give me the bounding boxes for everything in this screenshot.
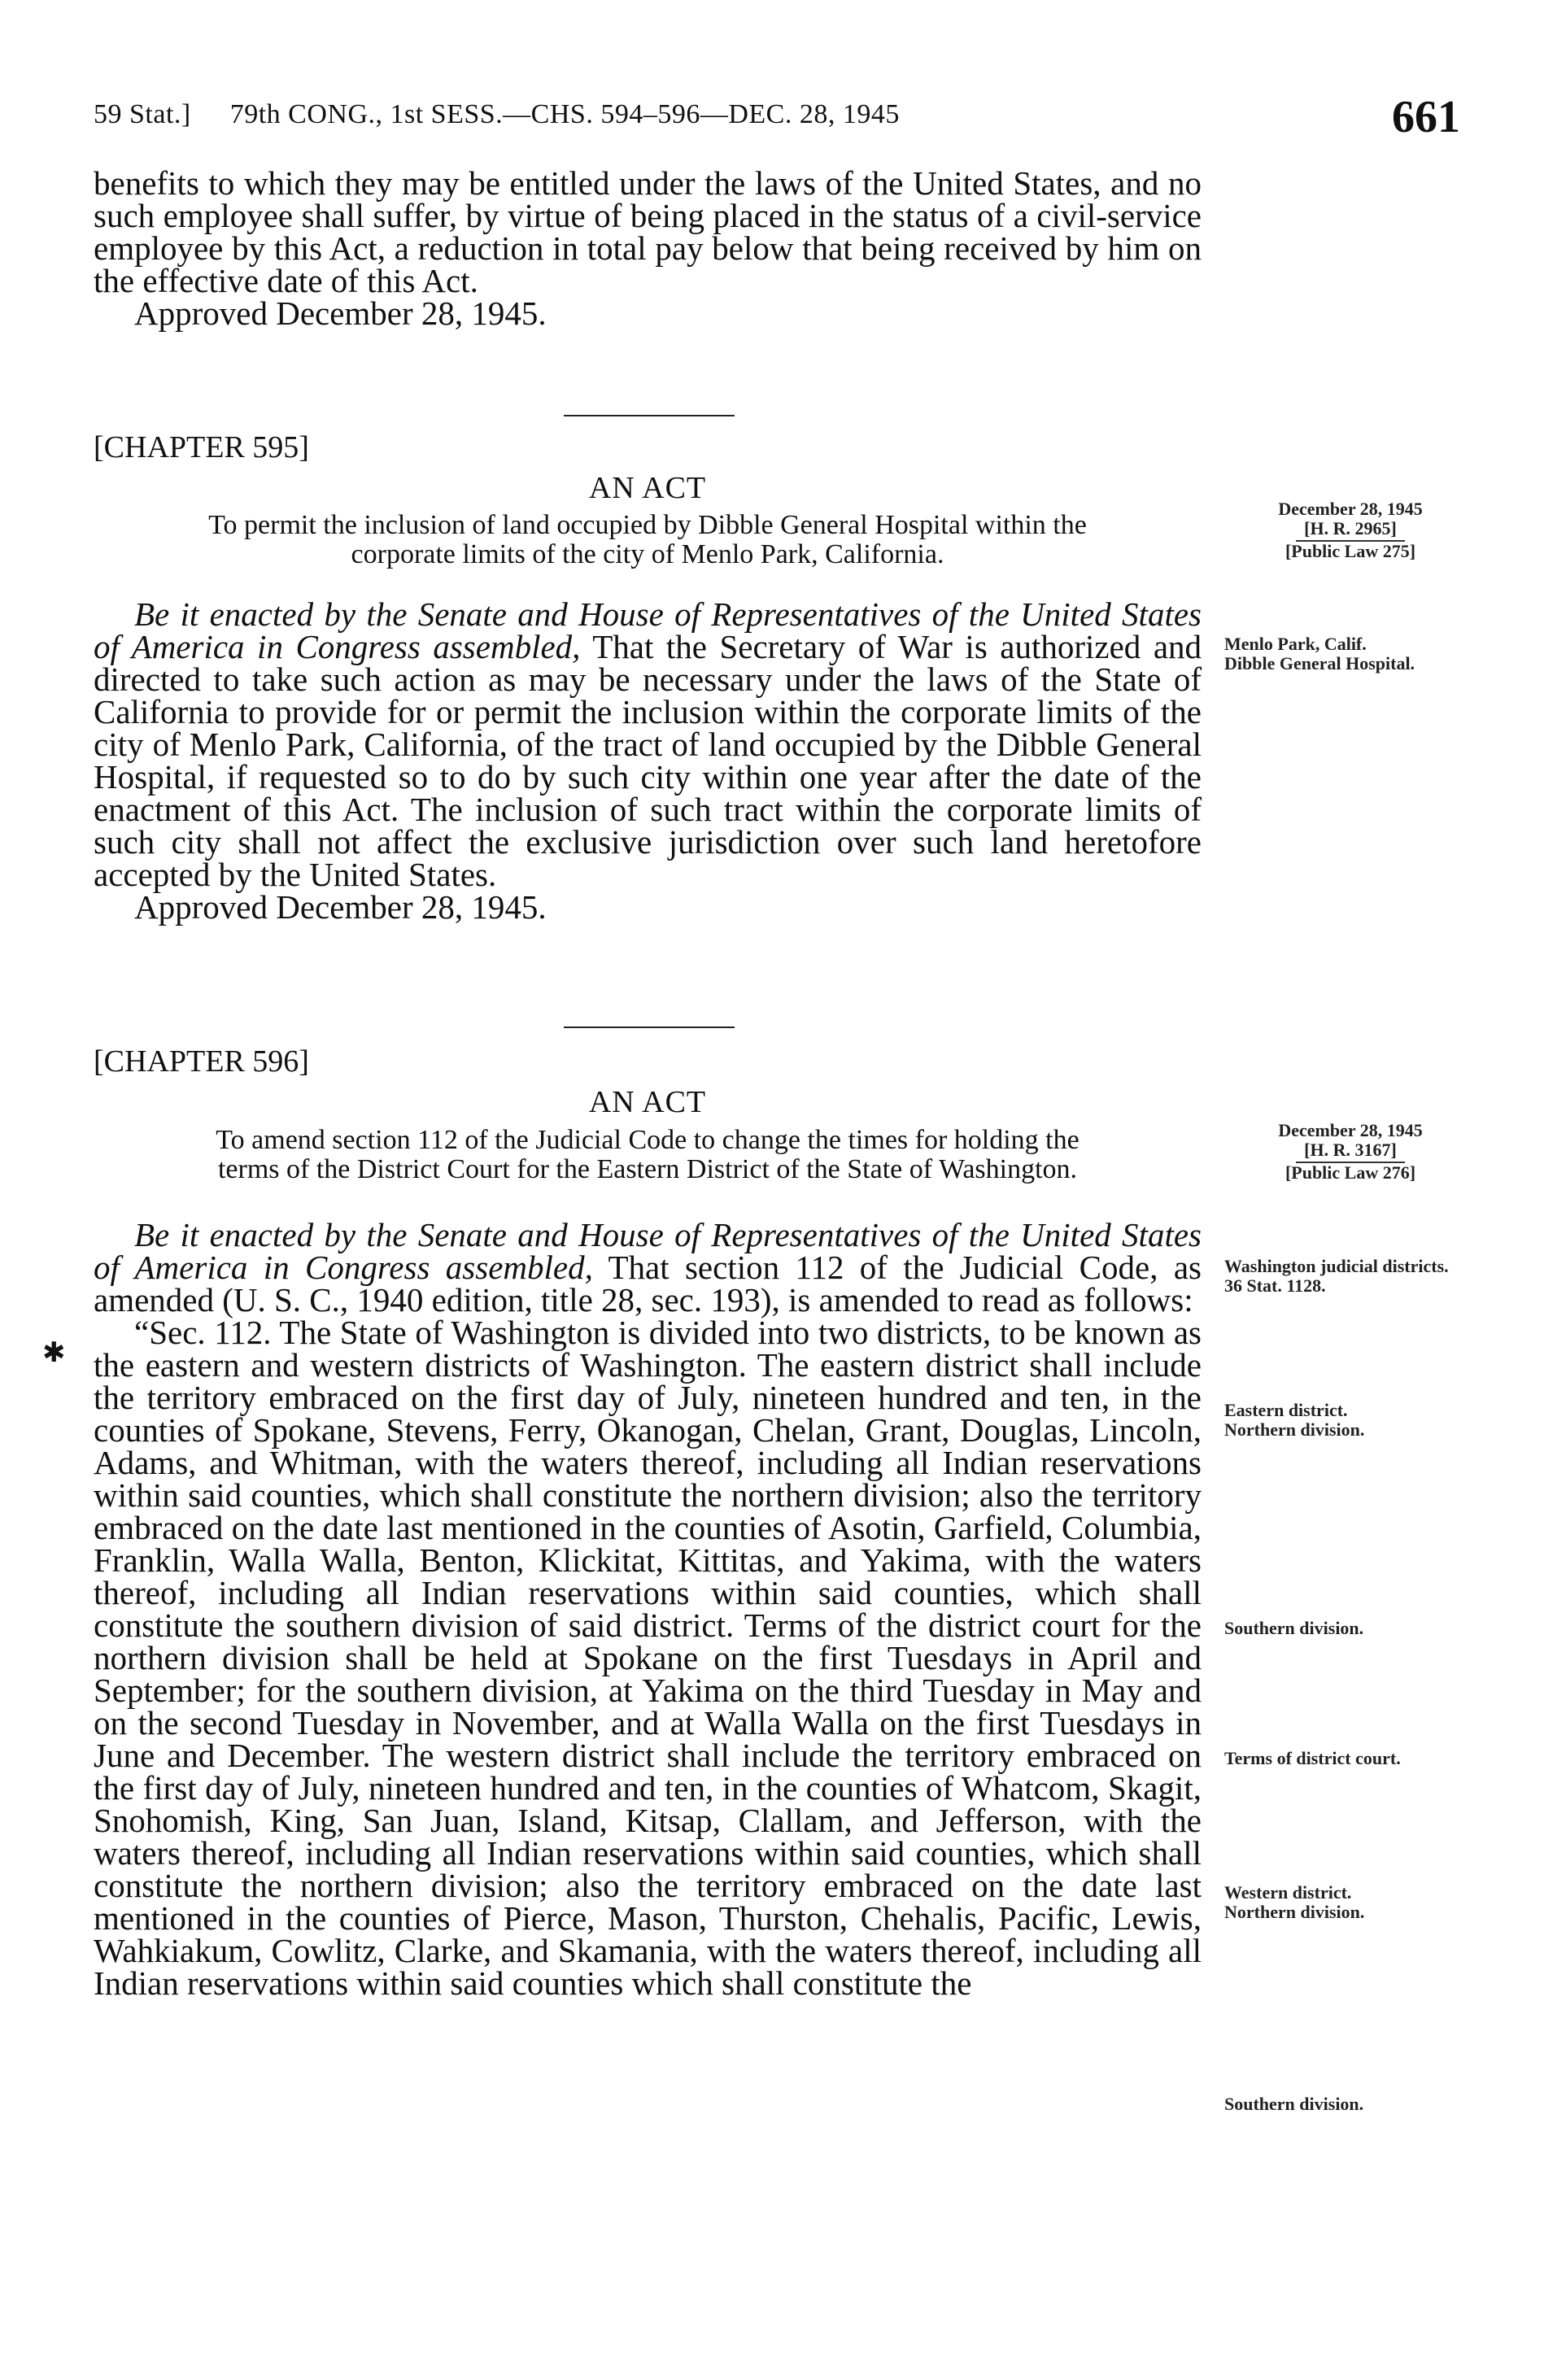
continuation-text: benefits to which they may be entitled under the laws of the United States, and no such employee shall suffer, by virtue of being placed in the status of a civil-service employee by this Act, a reduction in total pay below that being received by him on the effective date of this Act. — [94, 164, 1202, 299]
margin-note — [1224, 1257, 1468, 1296]
margin-date: December 28, 1945 — [1278, 499, 1423, 519]
act-title-line: corporate limits of the city of Menlo Park, California. — [351, 539, 944, 569]
margin-note — [1224, 1401, 1468, 1440]
chapter-label: [CHAPTER 595] — [94, 430, 309, 464]
running-header — [94, 91, 1460, 148]
an-act-heading: AN ACT — [588, 1085, 707, 1119]
volume-reference: 59 Stat.] — [94, 99, 191, 129]
act-text: That section 112 of the Judicial Code, as amended (U. S. C., 1940 edition, title 28, sec. 193), is amended to read as follows: — [94, 1249, 1202, 1319]
margin-note-text: Western district. — [1224, 1882, 1352, 1903]
margin-note-text: Southern division. — [1224, 2094, 1364, 2114]
margin-note-text: Southern division. — [1224, 1618, 1364, 1638]
approval-line: Approved December 28, 1945. — [134, 294, 547, 332]
margin-note-text: Eastern district. — [1224, 1400, 1348, 1420]
margin-law: [Public Law 275] — [1284, 541, 1416, 561]
page-number: 661 — [1392, 92, 1460, 142]
session-reference: 79th CONG., 1st SESS.—CHS. 594–596—DEC. 28, 1945 — [229, 99, 900, 129]
amended-section-text: “Sec. 112. The State of Washington is divided into two districts, to be known as the eastern and western districts of Washington. The eastern district shall include the territory embraced on the first day of July, nineteen hundred and ten, in the counties of Spokane, Stevens, Ferry, Okanogan, Chelan, Grant, Douglas, Lincoln, Adams, and Whitman, with the waters thereof, including all Indian reservations within said counties, which shall constitute the northern division; also the territory embraced on the date last mentioned in the counties of Asotin, Garfield, Columbia, Franklin, Walla Walla, Benton, Klickitat, Kittitas, and Yakima, with the waters thereof, including all Indian reservations within said counties, which shall constitute the southern division of said district. Terms of the district court for the northern division shall be held at Spokane on the first Tuesdays in April and September; for the southern division, at Yakima on the third Tuesday in May and on the second Tuesday in November, and at Walla Walla on the first Tuesdays in June and December. The western district shall include the territory embraced on the first day of July, nineteen hundred and ten, in the counties of Whatcom, Skagit, Snohomish, King, San Juan, Island, Kitsap, Clallam, and Jefferson, with the waters thereof, including all Indian reservations within said counties, which shall constitute the northern division; also the territory embraced on the date last mentioned in the counties of Pierce, Mason, Thurston, Chehalis, Pacific, Lewis, Wahkiakum, Cowlitz, Clarke, and Skamania, with the waters thereof, including all Indian reservations within said counties which shall constitute the — [94, 1314, 1202, 2002]
margin-law: [Public Law 276] — [1284, 1162, 1416, 1183]
chapter-label: [CHAPTER 596] — [94, 1044, 309, 1079]
margin-note-text: Northern division. — [1224, 1419, 1365, 1440]
margin-date: December 28, 1945 — [1278, 1120, 1423, 1140]
margin-note-text: Washington judicial districts. — [1224, 1256, 1449, 1276]
margin-note — [1224, 634, 1468, 673]
margin-note-text: Menlo Park, Calif. — [1224, 634, 1367, 654]
section-divider — [564, 1027, 735, 1028]
margin-note — [1224, 1883, 1468, 1922]
margin-citation — [1228, 1121, 1472, 1183]
margin-note-text: Northern division. — [1224, 1902, 1365, 1922]
margin-citation — [1228, 499, 1472, 561]
margin-note — [1224, 1749, 1468, 1768]
enacting-clause: Be it enacted by the Senate and House of Representatives of the United States of America in Congress assembled, — [94, 595, 1202, 665]
act-title — [94, 511, 1202, 569]
act-title-line: To permit the inclusion of land occupied by Dibble General Hospital within the — [208, 510, 1087, 540]
margin-note-text: 36 Stat. 1128. — [1224, 1275, 1326, 1296]
scan-artifact-mark: ✱ — [42, 1336, 66, 1369]
chapter-596-body — [94, 1216, 1202, 2002]
margin-bill: [H. R. 2965] — [1296, 519, 1405, 542]
act-title-line: To amend section 112 of the Judicial Code to change the times for holding the — [216, 1125, 1079, 1155]
running-head — [94, 99, 900, 130]
margin-bill: [H. R. 3167] — [1296, 1140, 1405, 1163]
margin-note — [1224, 1619, 1468, 1638]
an-act-heading: AN ACT — [588, 471, 707, 505]
margin-note — [1224, 2094, 1468, 2114]
section-divider — [564, 415, 735, 416]
act-title — [94, 1126, 1202, 1184]
chapter-595-body — [94, 595, 1202, 926]
margin-note-text: Terms of district court. — [1224, 1748, 1401, 1768]
approval-line: Approved December 28, 1945. — [134, 888, 547, 926]
continuation-block — [94, 164, 1202, 332]
act-text: That the Secretary of War is authorized and directed to take such action as may be necessary under the laws of the State of California to provide for or permit the inclusion within the corporate limits of the city of Menlo Park, California, of the tract of land occupied by the Dibble General Hospital, if requested so to do by such city within one year after the date of the enactment of this Act. The inclusion of such tract within the corporate limits of such city shall not affect the exclusive jurisdiction over such land heretofore accepted by the United States. — [94, 628, 1202, 893]
enacting-clause: Be it enacted by the Senate and House of Representatives of the United States of America in Congress assembled, — [94, 1216, 1202, 1286]
margin-note-text: Dibble General Hospital. — [1224, 653, 1415, 673]
act-title-line: terms of the District Court for the Eastern District of the State of Washington. — [217, 1154, 1078, 1184]
